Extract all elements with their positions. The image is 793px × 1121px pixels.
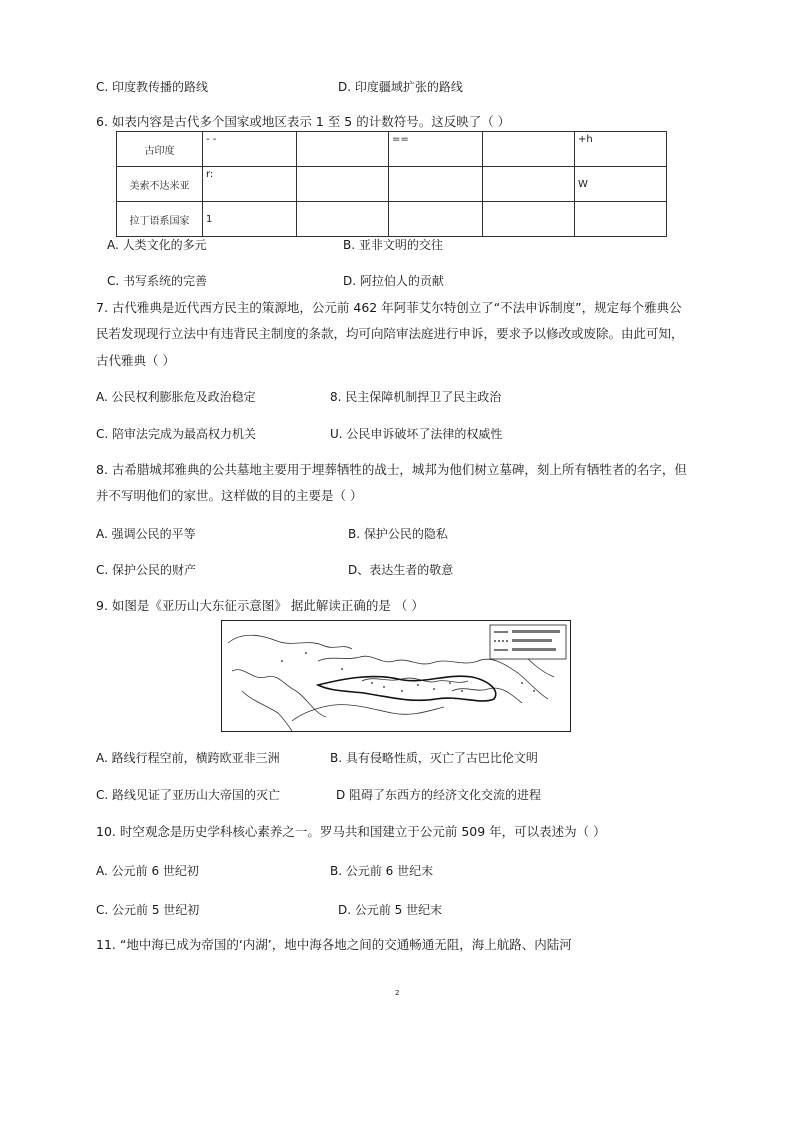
q8-line-2: 并不写明他们的家世。这样做的目的主要是（ ） bbox=[96, 488, 363, 503]
table-cell: 1 bbox=[203, 202, 297, 237]
q7-line-1: 7. 古代雅典是近代西方民主的策源地，公元前 462 年阿菲艾尔特创立了“不法申诉制度”，规定每个雅典公 bbox=[96, 300, 682, 315]
q8-line-1: 8. 古希腊城邦雅典的公共墓地主要用于埋葬牺牲的战士，城邦为他们树立墓碑，刻上所有牺牲者的名字，但 bbox=[96, 462, 687, 477]
q6-numeral-table bbox=[116, 131, 667, 237]
q8-option-c: C. 保护公民的财产 bbox=[96, 563, 197, 577]
table-cell bbox=[483, 132, 575, 167]
map-sketch bbox=[222, 621, 571, 732]
q5-option-c: C. 印度教传播的路线 bbox=[96, 80, 209, 94]
q7-option-b: 8. 民主保障机制捍卫了民主政治 bbox=[330, 390, 502, 404]
table-cell bbox=[297, 132, 389, 167]
q6-option-a: A. 人类文化的多元 bbox=[107, 238, 207, 252]
q10-option-b: B. 公元前 6 世纪末 bbox=[330, 864, 434, 878]
q8-option-a: A. 强调公民的平等 bbox=[96, 527, 196, 541]
q9-option-a: A. 路线行程空前，横跨欧亚非三洲 bbox=[96, 751, 280, 765]
q9-option-d: D 阻碍了东西方的经济文化交流的进程 bbox=[336, 788, 542, 802]
q9-option-c: C. 路线见证了亚历山大帝国的灭亡 bbox=[96, 788, 281, 802]
table-row bbox=[117, 167, 667, 202]
q6-option-b: B. 亚非文明的交往 bbox=[343, 238, 443, 252]
q9-stem: 9. 如图是《亚历山大东征示意图》 据此解读正确的是 （ ） bbox=[96, 598, 424, 613]
q7-option-c: C. 陪审法完成为最高权力机关 bbox=[96, 427, 257, 441]
q10-option-a: A. 公元前 6 世纪初 bbox=[96, 864, 199, 878]
q9-option-b: B. 具有侵略性质，灭亡了古巴比伦文明 bbox=[330, 751, 538, 765]
table-cell: +h bbox=[575, 132, 667, 167]
table-cell: r: bbox=[203, 167, 297, 202]
table-cell bbox=[297, 202, 389, 237]
q6-stem: 6. 如表内容是古代多个国家或地区表示 1 至 5 的计数符号。这反映了（ ） bbox=[96, 114, 511, 129]
table-cell bbox=[575, 202, 667, 237]
row-label: 古印度 bbox=[117, 132, 203, 167]
table-row bbox=[117, 132, 667, 167]
q10-stem: 10. 时空观念是历史学科核心素养之一。罗马共和国建立于公元前 509 年，可以表述为（ ） bbox=[96, 824, 606, 839]
q10-option-c: C. 公元前 5 世纪初 bbox=[96, 903, 200, 917]
q5-option-d: D. 印度疆域扩张的路线 bbox=[338, 80, 463, 94]
q7-line-2: 民若发现现行立法中有违背民主制度的条款，均可向陪审法庭进行申诉，要求予以修改或废除。由此可知， bbox=[96, 326, 684, 341]
q7-line-3: 古代雅典（ ） bbox=[96, 353, 175, 368]
q8-option-d: D、表达生者的敬意 bbox=[348, 563, 454, 577]
row-label: 美索不达米亚 bbox=[117, 167, 203, 202]
table-cell bbox=[297, 167, 389, 202]
q11-line-1: 11. “地中海已成为帝国的‘内湖’，地中海各地之间的交通畅通无阻，海上航路、内陆河 bbox=[96, 937, 572, 952]
table-cell bbox=[483, 202, 575, 237]
q7-option-a: A. 公民权利膨胀危及政治稳定 bbox=[96, 390, 256, 404]
q7-option-d: U. 公民申诉破坏了法律的权威性 bbox=[330, 427, 503, 441]
page-number: 2 bbox=[395, 989, 400, 997]
table-cell bbox=[389, 202, 483, 237]
table-cell: W bbox=[575, 167, 667, 202]
table-cell: == bbox=[389, 132, 483, 167]
alexander-campaign-map bbox=[221, 620, 571, 732]
q6-option-c: C. 书写系统的完善 bbox=[107, 274, 208, 288]
q10-option-d: D. 公元前 5 世纪末 bbox=[338, 903, 443, 917]
table-cell bbox=[483, 167, 575, 202]
table-row bbox=[117, 202, 667, 237]
q6-option-d: D. 阿拉伯人的贡献 bbox=[343, 274, 444, 288]
row-label: 拉丁语系国家 bbox=[117, 202, 203, 237]
table-cell: - - bbox=[203, 132, 297, 167]
table-cell bbox=[389, 167, 483, 202]
q8-option-b: B. 保护公民的隐私 bbox=[348, 527, 448, 541]
